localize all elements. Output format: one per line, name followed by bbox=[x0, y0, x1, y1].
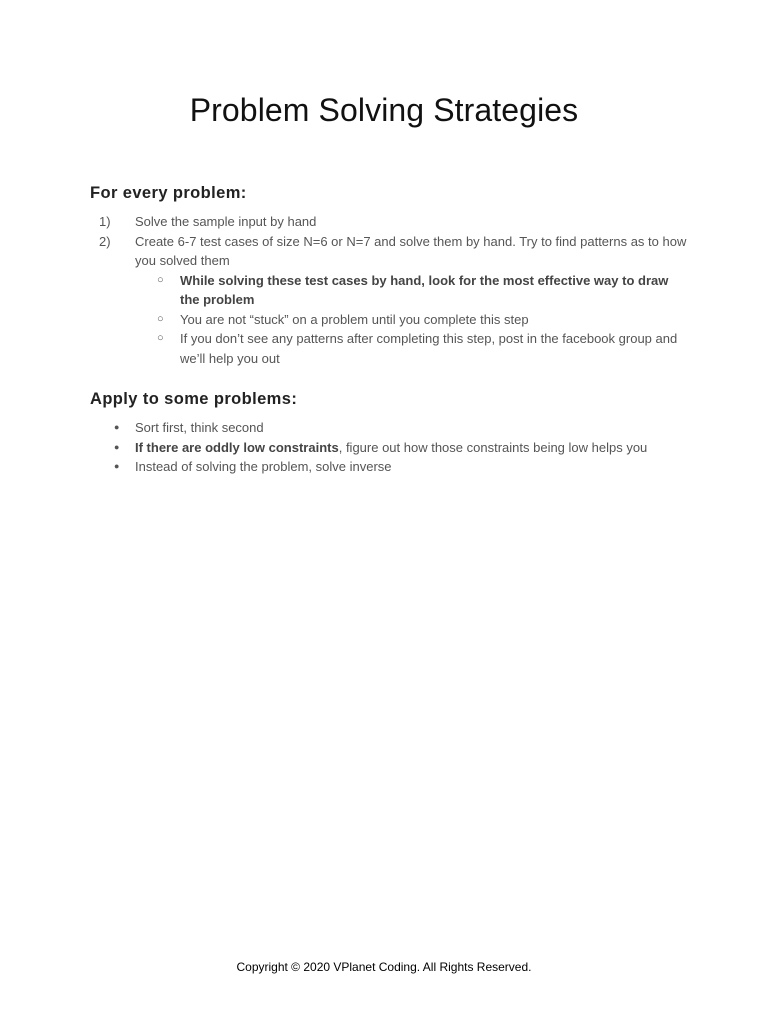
sub-list-item-text: While solving these test cases by hand, look for the most effective way to draw the problem bbox=[180, 272, 669, 307]
circle-bullet-icon: ○ bbox=[157, 332, 164, 344]
sub-list-item-text: You are not “stuck” on a problem until you complete this step bbox=[180, 311, 529, 327]
list-item bbox=[90, 438, 690, 458]
list-item-text: Create 6-7 test cases of size N=6 or N=7 and solve them by hand. Try to find patterns as to how you solved them bbox=[135, 233, 687, 268]
list-item-text: , figure out how those constraints being low helps you bbox=[338, 439, 648, 455]
sub-list-item bbox=[135, 310, 690, 330]
list-item bbox=[90, 212, 690, 232]
copyright-footer: Copyright © 2020 VPlanet Coding. All Rights Reserved. bbox=[236, 960, 532, 974]
bullet-icon: ● bbox=[114, 422, 120, 432]
list-item-text: Sort first, think second bbox=[135, 420, 264, 435]
list-number: 2) bbox=[99, 233, 111, 249]
sub-list-item-text: If you don’t see any patterns after completing this step, post in the facebook group and we’ll help you out bbox=[180, 331, 678, 366]
list-item-text: Instead of solving the problem, solve inverse bbox=[135, 459, 392, 474]
sub-list bbox=[135, 271, 690, 369]
section-heading-some-problems: Apply to some problems: bbox=[90, 390, 298, 408]
bullet-icon: ● bbox=[114, 441, 120, 452]
some-problems-list bbox=[90, 418, 690, 477]
circle-bullet-icon: ○ bbox=[157, 273, 164, 286]
bullet-icon: ● bbox=[114, 461, 120, 471]
sub-list-item bbox=[135, 329, 690, 368]
section-heading-every-problem: For every problem: bbox=[90, 184, 247, 202]
list-item bbox=[90, 418, 690, 438]
list-item bbox=[90, 457, 690, 477]
list-item-bold-text: If there are oddly low constraints bbox=[135, 439, 339, 455]
every-problem-list bbox=[90, 212, 690, 368]
list-item-text: Solve the sample input by hand bbox=[135, 214, 317, 229]
list-number: 1) bbox=[99, 214, 111, 229]
list-item bbox=[90, 232, 690, 369]
circle-bullet-icon: ○ bbox=[157, 312, 164, 325]
page-title: Problem Solving Strategies bbox=[189, 92, 579, 128]
sub-list-item bbox=[135, 271, 690, 310]
